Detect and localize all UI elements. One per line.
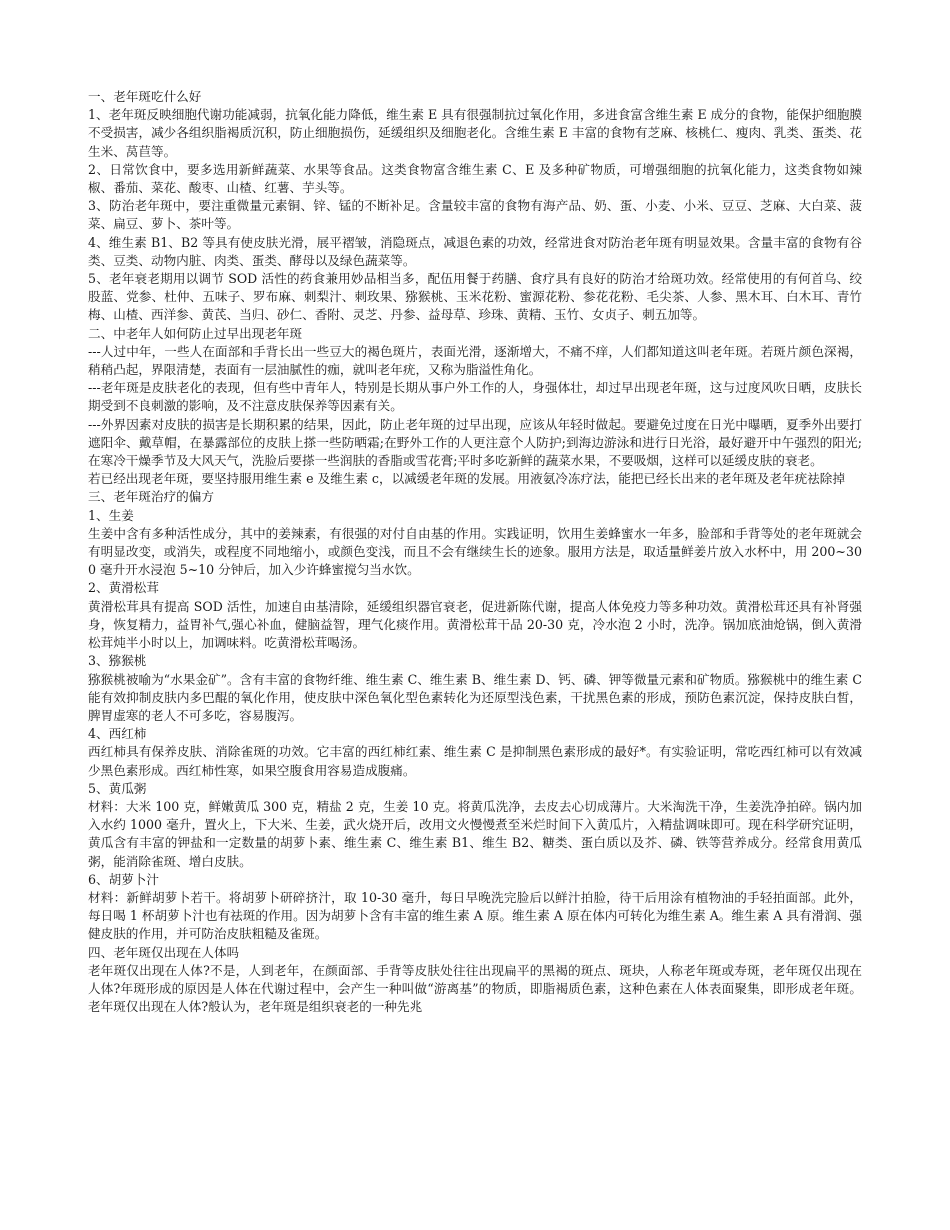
paragraph: ---老年斑是皮肤老化的表现，但有些中青年人，特别是长期从事户外工作的人，身强体壮，却过早出现老年斑，这与过度风吹日晒，皮肤长期受到不良刺激的影响，及不注意皮肤保养等因素有关。 [88, 380, 862, 414]
section-heading: 一、老年斑吃什么好 [88, 89, 202, 104]
paragraph: 2、日常饮食中，要多选用新鲜蔬菜、水果等食品。这类食物富含维生素 C、E 及多种矿物质，可增强细胞的抗氧化能力，这类食物如辣椒、番茄、菜花、酸枣、山楂、红薯、芋头等。 [88, 161, 862, 196]
subsection-heading: 6、胡萝卜汁 [88, 871, 159, 887]
paragraph: 4、维生素 B1、B2 等具有使皮肤光滑，展平褶皱，消隐斑点，减退色素的功效，经常进食对防治老年斑有明显效果。含量丰富的食物有谷类、豆类、动物内脏、肉类、蛋类、酵母以及绿色蔬菜等。 [88, 234, 862, 268]
subsection-heading: 3、猕猴桃 [88, 653, 147, 669]
section-heading: 二、中老年人如何防止过早出现老年斑 [88, 325, 303, 341]
paragraph: ---人过中年，一些人在面部和手背长出一些豆大的褐色斑片，表面光滑，逐渐增大，不痛不痒，人们都知道这叫老年斑。若斑片颜色深褐，稍稍凸起，界限清楚，表面有一层油腻性的痂，就叫老年疣，又称为脂溢性角化。 [88, 343, 862, 378]
paragraph: 1、老年斑反映细胞代谢功能减弱，抗氧化能力降低，维生素 E 具有很强制抗过氧化作用，多进食富含维生素 E 成分的食物，能保护细胞膜不受损害，减少各组织脂褐质沉积，防止细胞损伤，延缓组织及细胞老化。含维生素 E 丰富的食物有芝麻、核桃仁、瘦肉、乳类、蛋类、花生米、莴苣等。 [88, 107, 862, 159]
paragraph: 生姜中含有多种活性成分，其中的姜辣素，有很强的对付自由基的作用。实践证明，饮用生姜蜂蜜水一年多，脸部和手背等处的老年斑就会有明显改变，或消失，或程度不同地缩小，或颜色变浅，而且不会有继续生长的迹象。服用方法是，取适量鲜姜片放入水杯中，用 200~300 毫升开水浸泡 5~10 分钟后，加入少许蜂蜜搅匀当水饮。 [88, 525, 862, 578]
paragraph: 老年斑仅出现在人体?不是，人到老年，在颜面部、手背等皮肤处往往出现扁平的黑褐的斑点、斑块，人称老年斑或寿斑，老年斑仅出现在人体?年斑形成的原因是人体在代谢过程中，会产生一种叫做“游离基”的物质，即脂褐质色素，这种色素在人体表面聚集，即形成老年斑。老年斑仅出现在人体?般认为，老年斑是组织衰老的一种先兆 [88, 962, 862, 1015]
paragraph: 5、老年衰老期用以调节 SOD 活性的药食兼用妙品相当多，配伍用餐于药膳、食疗具有良好的防治才给斑功效。经常使用的有何首乌、绞股蓝、党参、杜仲、五味子、罗布麻、刺梨汁、刺玫果、猕猴桃、玉米花粉、蜜源花粉、参花花粉、毛尖茶、人参、黑木耳、白木耳、青竹梅、山楂、西洋参、黄芪、当归、砂仁、香附、灵芝、丹参、益母草、珍珠、黄精、玉竹、女贞子、刺五加等。 [88, 271, 862, 323]
section-heading: 四、老年斑仅出现在人体吗 [88, 944, 240, 960]
subsection-heading: 4、西红柿 [88, 726, 147, 742]
paragraph: 黄滑松茸具有提高 SOD 活性，加速自由基清除，延缓组织器官衰老，促进新陈代谢，提高人体免疫力等多种功效。黄滑松茸还具有补肾强身，恢复精力，益胃补气,强心补血，健脑益智，理气化痰作用。黄滑松茸干品 20-30 克，冷水泡 2 小时，洗净。锅加底油炝锅，倒入黄滑松茸炖半小时以上，加调味料。吃黄滑松茸喝汤。 [88, 598, 862, 651]
paragraph: 3、防治老年斑中，要注重微量元素铜、锌、锰的不断补足。含量较丰富的食物有海产品、奶、蛋、小麦、小米、豆豆、芝麻、大白菜、菠菜、扁豆、萝卜、茶叶等。 [88, 198, 862, 232]
paragraph: 西红柿具有保养皮肤、消除雀斑的功效。它丰富的西红柿红素、维生素 C 是抑制黑色素形成的最好*。有实验证明，常吃西红柿可以有效减少黑色素形成。西红柿性寒，如果空腹食用容易造成腹痛。 [88, 744, 862, 778]
subsection-heading: 5、黄瓜粥 [88, 780, 147, 796]
paragraph: 材料：大米 100 克，鲜嫩黄瓜 300 克，精盐 2 克，生姜 10 克。将黄瓜洗净，去皮去心切成薄片。大米淘洗干净，生姜洗净拍碎。锅内加入水约 1000 毫升，置火上，下大米、生姜，武火烧开后，改用文火慢慢煮至米烂时间下入黄瓜片，入精盐调味即可。现在科学研究证明，黄瓜含有丰富的钾盐和一定数量的胡萝卜素、维生素 C、维生素 B1、维生 B2、糖类、蛋白质以及芥、磷、铁等营养成分。经常食用黄瓜粥，能消除雀斑、增白皮肤。 [88, 798, 862, 869]
paragraph: 猕猴桃被喻为“水果金矿”。含有丰富的食物纤维、维生素 C、维生素 B、维生素 D、钙、磷、钾等微量元素和矿物质。猕猴桃中的维生素 C 能有效抑制皮肤内多巴醌的氧化作用，使皮肤中深色氧化型色素转化为还原型浅色素，干扰黑色素的形成，预防色素沉淀，保持皮肤白皙，脾胃虚寒的老人不可多吃，容易腹泻。 [88, 671, 862, 723]
subsection-heading: 1、生姜 [88, 507, 134, 523]
document-body [88, 88, 862, 1016]
paragraph: 若已经出现老年斑，要坚持服用维生素 e 及维生素 c，以减缓老年斑的发展。用液氨冷冻疗法，能把已经长出来的老年斑及老年疣祛除掉 [88, 471, 845, 487]
subsection-heading: 2、黄滑松茸 [88, 580, 159, 596]
section-heading: 三、老年斑治疗的偏方 [88, 489, 214, 505]
paragraph: ---外界因素对皮肤的损害是长期积累的结果，因此，防止老年斑的过早出现，应该从年轻时做起。要避免过度在日光中曝晒，夏季外出要打遮阳伞、戴草帽，在暴露部位的皮肤上搽一些防晒霜;在野外工作的人更注意个人防护;到海边游泳和进行日光浴，最好避开中午强烈的阳光;在寒冷干燥季节及大风天气，洗脸后要搽一些润肤的香脂或雪花膏;平时多吃新鲜的蔬菜水果，不要吸烟，这样可以延缓皮肤的衰老。 [88, 416, 862, 469]
paragraph: 材料：新鲜胡萝卜若干。将胡萝卜研碎挤汁，取 10-30 毫升，每日早晚洗完脸后以鲜汁拍脸，待干后用涂有植物油的手轻拍面部。此外，每日喝 1 杯胡萝卜汁也有祛斑的作用。因为胡萝卜含有丰富的维生素 A 原。维生素 A 原在体内可转化为维生素 A。维生素 A 具有滑润、强健皮肤的作用，并可防治皮肤粗糙及雀斑。 [88, 889, 862, 942]
